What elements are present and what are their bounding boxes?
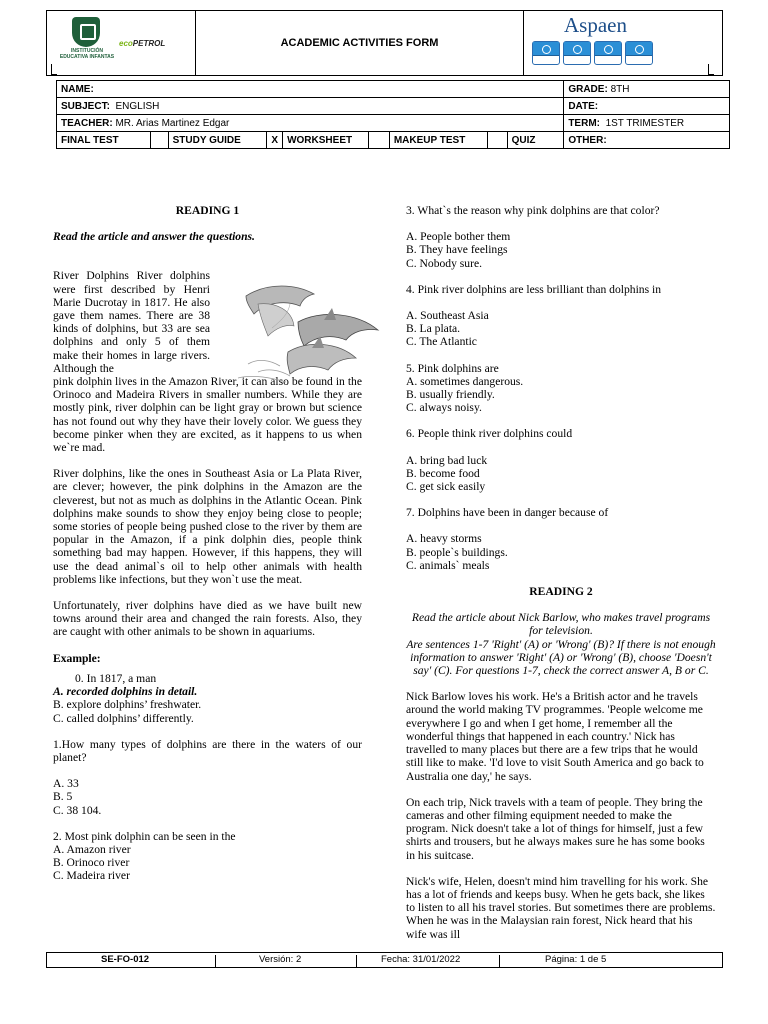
type-other[interactable]: OTHER: xyxy=(564,132,730,149)
subject-field: SUBJECT: ENGLISH xyxy=(57,98,564,115)
checkbox-worksheet[interactable] xyxy=(368,132,389,149)
footer-code: SE-FO-012 xyxy=(101,954,150,965)
reading2-instruction-1: Read the article about Nick Barlow, who makes travel programs for television. xyxy=(411,611,711,638)
reading2-paragraph-2: On each trip, Nick travels with a team of people. They bring the cameras and other filming equipment needed to make the program. Nick doesn't take a lot of things for himself, just a few shirts and trousers, but he always makes sure he has some books in his suitcase. xyxy=(406,795,705,862)
dolphins-illustration xyxy=(228,274,394,386)
q6-option-a[interactable]: A. bring bad luck xyxy=(406,453,488,467)
question-1: 1.How many types of dolphins are there in the waters of our planet? xyxy=(53,737,362,764)
q5-option-b[interactable]: B. usually friendly. xyxy=(406,388,495,402)
question-5: 5. Pink dolphins are xyxy=(406,361,499,375)
example-answer-c: C. called dolphins’ differently. xyxy=(53,711,194,725)
name-field[interactable]: NAME: xyxy=(57,81,564,98)
accreditation-badges xyxy=(532,41,653,65)
corner-mark xyxy=(51,64,57,75)
footer-page: Página: 1 de 5 xyxy=(545,954,607,965)
aspaen-logo: Aspaen xyxy=(564,13,627,37)
school-name: INSTITUCIÓN EDUCATIVA INFANTAS xyxy=(59,48,115,60)
footer-date: Fecha: 31/01/2022 xyxy=(381,954,461,965)
reading1-paragraph-1a: River Dolphins River dolphins were first described by Henri Marie Ducrotay in 1817. He also gave them names. There are 38 kinds of dolphins, but 33 are sea dolphins and only 5 of them make their homes in large rivers. Although the xyxy=(53,269,210,375)
reading2-instruction-2: Are sentences 1-7 'Right' (A) or 'Wrong' (B)? If there is not enough information to answer 'Right' (A) or 'Wrong' (B), choose 'Doesn't say' (C). For questions 1-7, check the correct answer A, B or C. xyxy=(406,637,716,678)
q1-option-b[interactable]: B. 5 xyxy=(53,790,73,804)
q5-option-a[interactable]: A. sometimes dangerous. xyxy=(406,374,524,388)
student-info-table xyxy=(56,80,730,149)
q7-option-c[interactable]: C. animals` meals xyxy=(406,558,490,572)
date-field[interactable]: DATE: xyxy=(564,98,730,115)
q6-option-c[interactable]: C. get sick easily xyxy=(406,480,486,494)
q2-option-b[interactable]: B. Orinoco river xyxy=(53,856,130,870)
q2-option-c[interactable]: C. Madeira river xyxy=(53,869,130,883)
footer-version: Versión: 2 xyxy=(259,954,302,965)
brand-cell xyxy=(523,11,722,75)
q6-option-b[interactable]: B. become food xyxy=(406,466,480,480)
q7-option-a[interactable]: A. heavy storms xyxy=(406,532,482,546)
type-study-guide: STUDY GUIDE xyxy=(168,132,267,149)
q5-option-c[interactable]: C. always noisy. xyxy=(406,401,482,415)
teacher-field: TEACHER: MR. Arias Martinez Edgar xyxy=(57,115,564,132)
checkbox-final-test[interactable] xyxy=(150,132,168,149)
question-6: 6. People think river dolphins could xyxy=(406,427,573,441)
example-question: 0. In 1817, a man xyxy=(75,671,157,685)
question-2: 2. Most pink dolphin can be seen in the xyxy=(53,829,236,843)
badge-icon xyxy=(532,41,560,65)
right-column xyxy=(406,204,716,941)
reading1-paragraph-3: Unfortunately, river dolphins have died as we have built new towns around their area and changed the rain forests. Also, they are caught with other animals to be shown in aquariums. xyxy=(53,599,362,639)
reading2-title: READING 2 xyxy=(529,585,593,599)
corner-mark xyxy=(708,64,714,75)
example-answer-a: A. recorded dolphins in detail. xyxy=(53,685,198,699)
q3-option-c[interactable]: C. Nobody sure. xyxy=(406,256,482,270)
example-answer-b: B. explore dolphins’ freshwater. xyxy=(53,698,202,712)
type-final-test: FINAL TEST xyxy=(57,132,151,149)
reading1-paragraph-1b: pink dolphin lives in the Amazon River, it can also be found in the Orinoco and Madeira Rivers in smaller numbers. While they are mostly pink, river dolphin can be light gray or brown but science has not found out why they have their lovely color. We guess they become pinker when they are excited, as it happens to us when we`re mad. xyxy=(53,375,362,455)
question-4: 4. Pink river dolphins are less brilliant than dolphins in xyxy=(406,282,662,296)
reading2-paragraph-1: Nick Barlow loves his work. He's a British actor and he travels around the world making TV programmes. 'People welcome me everywhere I go and when I get home, I remember all the wonderful things that happened in each country.' Nick has travelled to many places but there are a few trips that he would still like to make. 'I'd love to visit South America and go back to Australia one day,' he says. xyxy=(406,690,704,783)
q2-option-a[interactable]: A. Amazon river xyxy=(53,842,131,856)
q1-option-a[interactable]: A. 33 xyxy=(53,777,79,791)
footer-divider xyxy=(499,955,500,967)
form-footer xyxy=(46,952,723,968)
reading1-paragraph-2: River dolphins, like the ones in Southeast Asia or La Plata River, are clever; however, the pink dolphins in the Amazon are the cleverest, but not as much as dolphins in the Atlantic Ocean. Pink dolphins make sounds to show they enjoy being close to people; some stories of people being pushed close to the river by them are popular in the Amazon, if a pink dolphin dies, people think something bad may happen. However, if this happens, they will use the dead animal`s oil to help other animals with health problems like infections, but they won`t use the meat. xyxy=(53,467,362,586)
reading2-paragraph-3: Nick's wife, Helen, doesn't mind him travelling for his work. She has a lot of friends and keeps busy. When he gets back, she likes to listen to all his travel stories. But sometimes there are problems. When he was in the Malaysian rain forest, Nick heard that his wife was ill xyxy=(406,874,716,941)
reading1-instruction: Read the article and answer the questions. xyxy=(53,230,255,244)
footer-divider xyxy=(215,955,216,967)
q7-option-b[interactable]: B. people`s buildings. xyxy=(406,545,508,559)
checkbox-makeup-test[interactable] xyxy=(487,132,507,149)
badge-icon xyxy=(563,41,591,65)
example-label: Example: xyxy=(53,651,101,665)
q1-option-c[interactable]: C. 38 104. xyxy=(53,803,102,817)
q4-option-a[interactable]: A. Southeast Asia xyxy=(406,309,489,323)
type-quiz: QUIZ xyxy=(507,132,564,149)
type-makeup-test: MAKEUP TEST xyxy=(389,132,487,149)
question-3: 3. What`s the reason why pink dolphins are that color? xyxy=(406,204,660,217)
term-field: TERM: 1ST TRIMESTER xyxy=(564,115,730,132)
badge-icon xyxy=(594,41,622,65)
q3-option-b[interactable]: B. They have feelings xyxy=(406,243,508,257)
logos-cell xyxy=(47,11,196,75)
form-header xyxy=(46,10,723,76)
question-7: 7. Dolphins have been in danger because of xyxy=(406,506,609,520)
grade-field[interactable]: GRADE: 8TH xyxy=(564,81,730,98)
badge-icon xyxy=(625,41,653,65)
q4-option-b[interactable]: B. La plata. xyxy=(406,322,461,336)
ecopetrol-logo: ecoPETROL xyxy=(119,39,166,48)
footer-divider xyxy=(356,955,357,967)
school-shield-icon xyxy=(72,17,100,47)
type-worksheet: WORKSHEET xyxy=(283,132,369,149)
form-title: ACADEMIC ACTIVITIES FORM xyxy=(280,37,439,49)
reading1-title: READING 1 xyxy=(175,204,240,217)
q4-option-c[interactable]: C. The Atlantic xyxy=(406,335,477,349)
q3-option-a[interactable]: A. People bother them xyxy=(406,230,511,244)
checkbox-study-guide[interactable]: X xyxy=(267,132,283,149)
